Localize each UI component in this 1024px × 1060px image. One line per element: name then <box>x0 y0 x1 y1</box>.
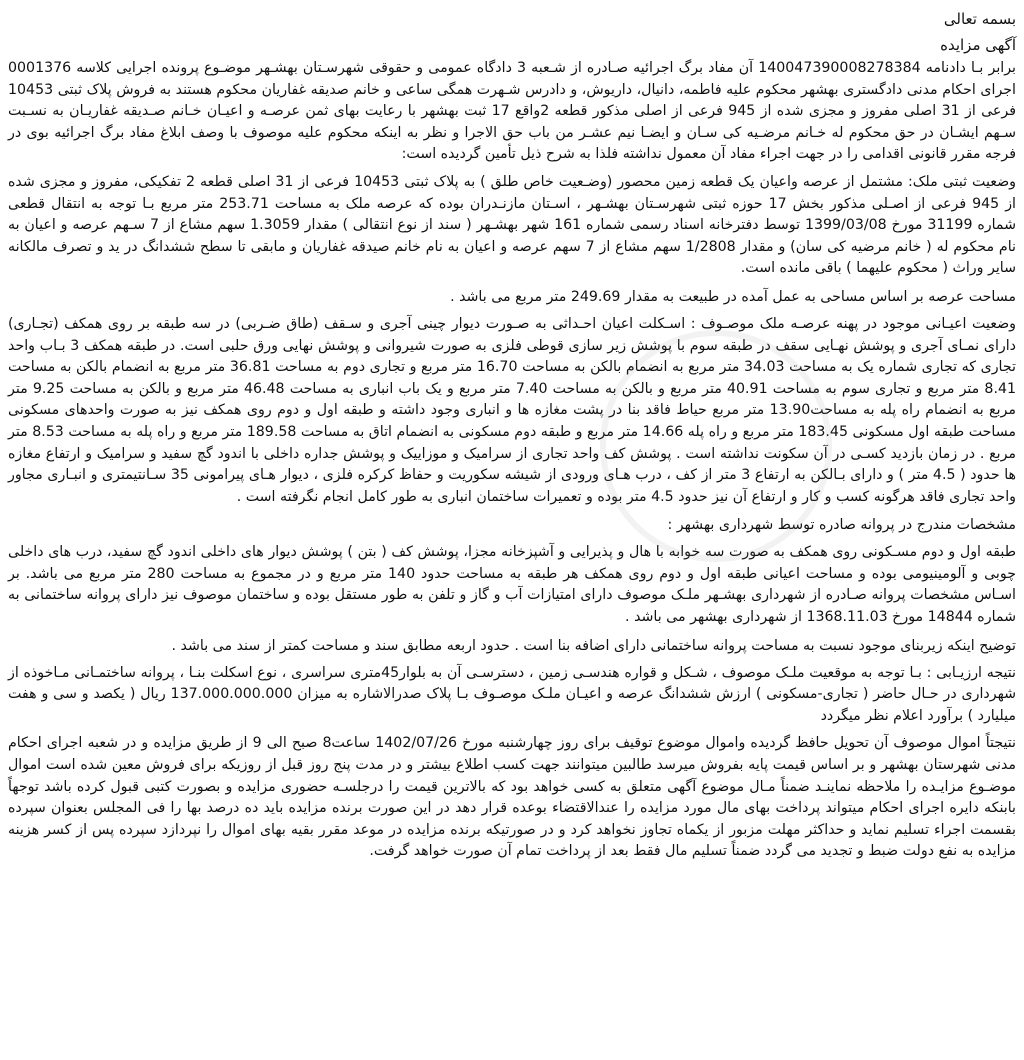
paragraph-auction-terms: نتیجتاً اموال موصوف آن تحویل حافظ گردیده واموال موضوع توقیف برای روز چهارشنبه مورخ 1402/07/26 ساعت8 صبح الی 9 از طریق مزایده و در شعبه اجرای احکام مدنی شهرستان بهشهر و بر اساس قیمت پایه بفروش میرسد طالبین میتوانند جهت کسب اطلاع بیشتر و در مدت پنج روز قبل از روزیکه برای فروش معین شده است اموال موضـوع مزایـده را ملاحظه نماینـد ضمناً مـال موضوع آگهی متعلق به کسی خواهد بود که بالاترین قیمت را درجلسـه حضوری مزایده و بصورت کتبی قبول کرده باشد توجهاً بابنکه دایره اجرای احکام میتواند پرداخت بهای مال مورد مزایده را عندالاقتضاء بوعده قرار دهد در این صورت برنده مزایده باید ده درصد بها را فی المجلس بعنوان سپرده بقسمت اجراء تسلیم نماید و حداکثر مهلت مزبور از یکماه تجاوز نخواهد کرد و در صورتیکه برنده مزایده در موعد مقرر بقیه بهای اموال را نپردازد سپرده پس از کسر هزینه مزایده به نفع دولت ضبط و تجدید می گردد ضمناً تسلیم مال فقط بعد از پرداخت تمام آن صورت خواهد گرفت. <box>8 735 1016 860</box>
paragraph-land-area: مساحت عرصه بر اساس مساحی به عمل آمده در طبیعت به مقدار 249.69 متر مربع می باشد . <box>450 288 1016 305</box>
paragraph-appraisal-result: نتیجه ارزیـابی : بـا توجه به موقعیت ملـک موصوف ، شـکل و قواره هندسـی زمین ، دسترسـی آن به بلوار45متری سراسری ، نوع اسکلت بنـا ، پروانه ساختمـانی مـاخوذه از شهرداری در حـال حاضر ( تجاری-مسکونی ) ارزش ششدانگ عرصه و اعیـان ملـک موصـوف بـا پلاک صدرالاشاره به میزان 137.000.000.000 ریال ( یکصد و سی و هفت میلیارد ) برآورد اعلام نظر میگردد <box>8 664 1017 724</box>
paragraph-registration-status: وضعیت ثبتی ملک: مشتمل از عرصه واعیان یک قطعه زمین محصور (وضـعیت خاص طلق ) به پلاک ثبتی 10453 فرعی از 31 اصلی قطعه 2 تفکیکی، مفروز و مجزی شده از 945 فرعی از اصـلی مذکور بخش 17 حوزه ثبتی شهرسـتان بهشـهر ، اسـتان مازنـدران بوده که عرصه ملک به مساحت 253.71 متر مربع بـا توجه به انتقال قطعی شماره 31199 مورخ 1399/03/08 توسط دفترخانه اسناد رسمی شماره 161 شهر بهشـهر ( سند از نوع انتقالی ) مقدار 1.3059 سهم مشاع از 7 سـهم عرصه و اعیان به نام محکوم له ( خانم مرضیه کی سان) و مقدار 1/2808 سهم مشاع از 7 سهم عرصه و اعیان به نام خانم صیدقه غفاریان و مابقی تا سطح ششدانگ در ید و تصرف مالکانه سایر وراث ( محکوم علیهما ) باقی مانده است. <box>8 173 1017 277</box>
basmala: بسمه تعالی <box>943 10 1016 28</box>
paragraph-permit-details: طبقه اول و دوم مسـکونی روی همکف به صورت سه خوابه با هال و پذیرایی و آشپزخانه مجزا، پوشش کف ( بتن ) پوشش دیوار های داخلی اندود گچ سفید، درب های داخلی چوبی و آلومینیومی بوده و مساحت اعیانی طبقه اول و دوم روی همکف هر طبقه به مساحت حدود 140 متر مربع و در مجموع به مساحت 280 متر مربع می باشد. بر اسـاس مشخصات پروانه صـادره از شهرداری بهشـهر ملـک موصوف دارای امتیازات آب و گاز و تلفن به طور مستقل بوده و ساختمان موصوف نیز دارای پروانه ساختمانی به شماره 14844 مورخ 1368.11.03 از شهرداری بهشهر می باشد . <box>8 544 1016 626</box>
paragraph-intro: برابر بـا دادنامه 140047390008278384 آن مفاد برگ اجرائیه صـادره از شـعبه 3 دادگاه عمومی و حقوقی شهرسـتان بهشـهر موضـوع پرونده اجرایی کلاسه 0001376 اجرای احکام مدنی دادگستری بهشهر محکوم علیه فاطمه، دانیال، داریوش، و دادرس شـهرت همگی ساعی و خانم صدیقه غفاریان محکوم هستند به فروش پلاک ثبتی 10453 فرعی از 31 اصلی مفروز و مجزی شده از 945 فرعی از اصلی مذکور قطعه 2واقع 17 ثبت بهشهر با رعایت بهای ثمن عرصـه و اعیـان خـانم صـدیقه غفاریـان به نسـبت سـهم ایشـان در حق محکوم له خـانم مرضـیه کی سـان و ایضـا نیم عشـر من باب حق الاجرا و نظر به اینکه محکوم علیه موصوف با وصف ابلاغ مفاد برگ اجرائیه بوی در فرجه مقرر قانونی اقدامی را در جهت اجراء مفاد آن معمول نداشته فلذا به شرح ذیل تأمین گردیده است: <box>8 60 1016 163</box>
document-title: آگهی مزایده <box>940 36 1016 54</box>
paragraph-extra-building-note: توضیح اینکه زیربنای موجود نسبت به مساحت پروانه ساختمانی دارای اضافه بنا است . حدود اربعه مطابق سند و مساحت کمتر از سند می باشد . <box>171 637 1016 654</box>
paragraph-permit-heading: مشخصات مندرج در پروانه صادره توسط شهرداری بهشهر : <box>667 517 1016 534</box>
paragraph-building-status: وضعیت اعیـانی موجود در پهنه عرصـه ملک موصـوف : اسـکلت اعیان احـداثی به صـورت دیوار چینی آجری و سـقف (طاق ضـربی) در سه طبقه بر روی همکف (تجـاری) دارای نمـای آجری و پوشش نهـایی سقف در طبقه سوم با پوشش زیر سازی قوطی فلزی به صورت شیروانی و پوشش نهایی ورق حلبی است. در طبقه همکف 3 بـاب واحد تجاری که تجاری شماره یک به مساحت 34.03 متر مربع به انضمام بالکن به مساحت 16.70 متر مربع و تجاری دوم به مساحت 36.81 متر مربع به انضمام بالکن به مساحت 8.41 متر مربع و تجاری سوم به مساحت 40.91 متر مربع و بالکن به مساحت 7.40 متر مربع و یک باب انباری به مساحت 46.48 متر مربع و بالکن به مساحت 9.25 متر مربع به انضمام راه پله به مساحت13.90 متر مربع حیاط فاقد بنا در پشت مغازه ها و انباری وجود داشته و طبقه اول و دوم روی همکف نیز به صورت واحدهای مسکونی مساحت طبقه اول مسکونی 183.45 متر مربع و راه پله 14.66 متر مربع و طبقه دوم مسکونی به انضمام اتاق به مساحت 189.58 متر مربع و راه پله به مساحت 8.53 متر مربع . در زمان بازدید کسـی در آن سکونت نداشته است . پوشش کف واحد تجاری از سرامیک و موزاییک و پوشش جداره داخلی با اندود گچ سفید و سرامیک و ارتفاع مغازه ها حدود ( 4.5 متر ) و دارای بـالکن به ارتفاع 3 متر از کف ، درب هـای ورودی از شیشه سکوریت و حفاظ کرکره فلزی ، دیوار هـای پیرامونی 35 سـانتیمتری و انبـاری مجاور واحد تجاری فاقد هرگونه کسب و کار و ارتفاع آن نیز حدود 4.5 متر بوده و تعمیرات ساختمان انباری به طور کامل انجام نگرفته است . <box>8 315 1017 505</box>
faded-stamp-watermark <box>600 330 832 562</box>
